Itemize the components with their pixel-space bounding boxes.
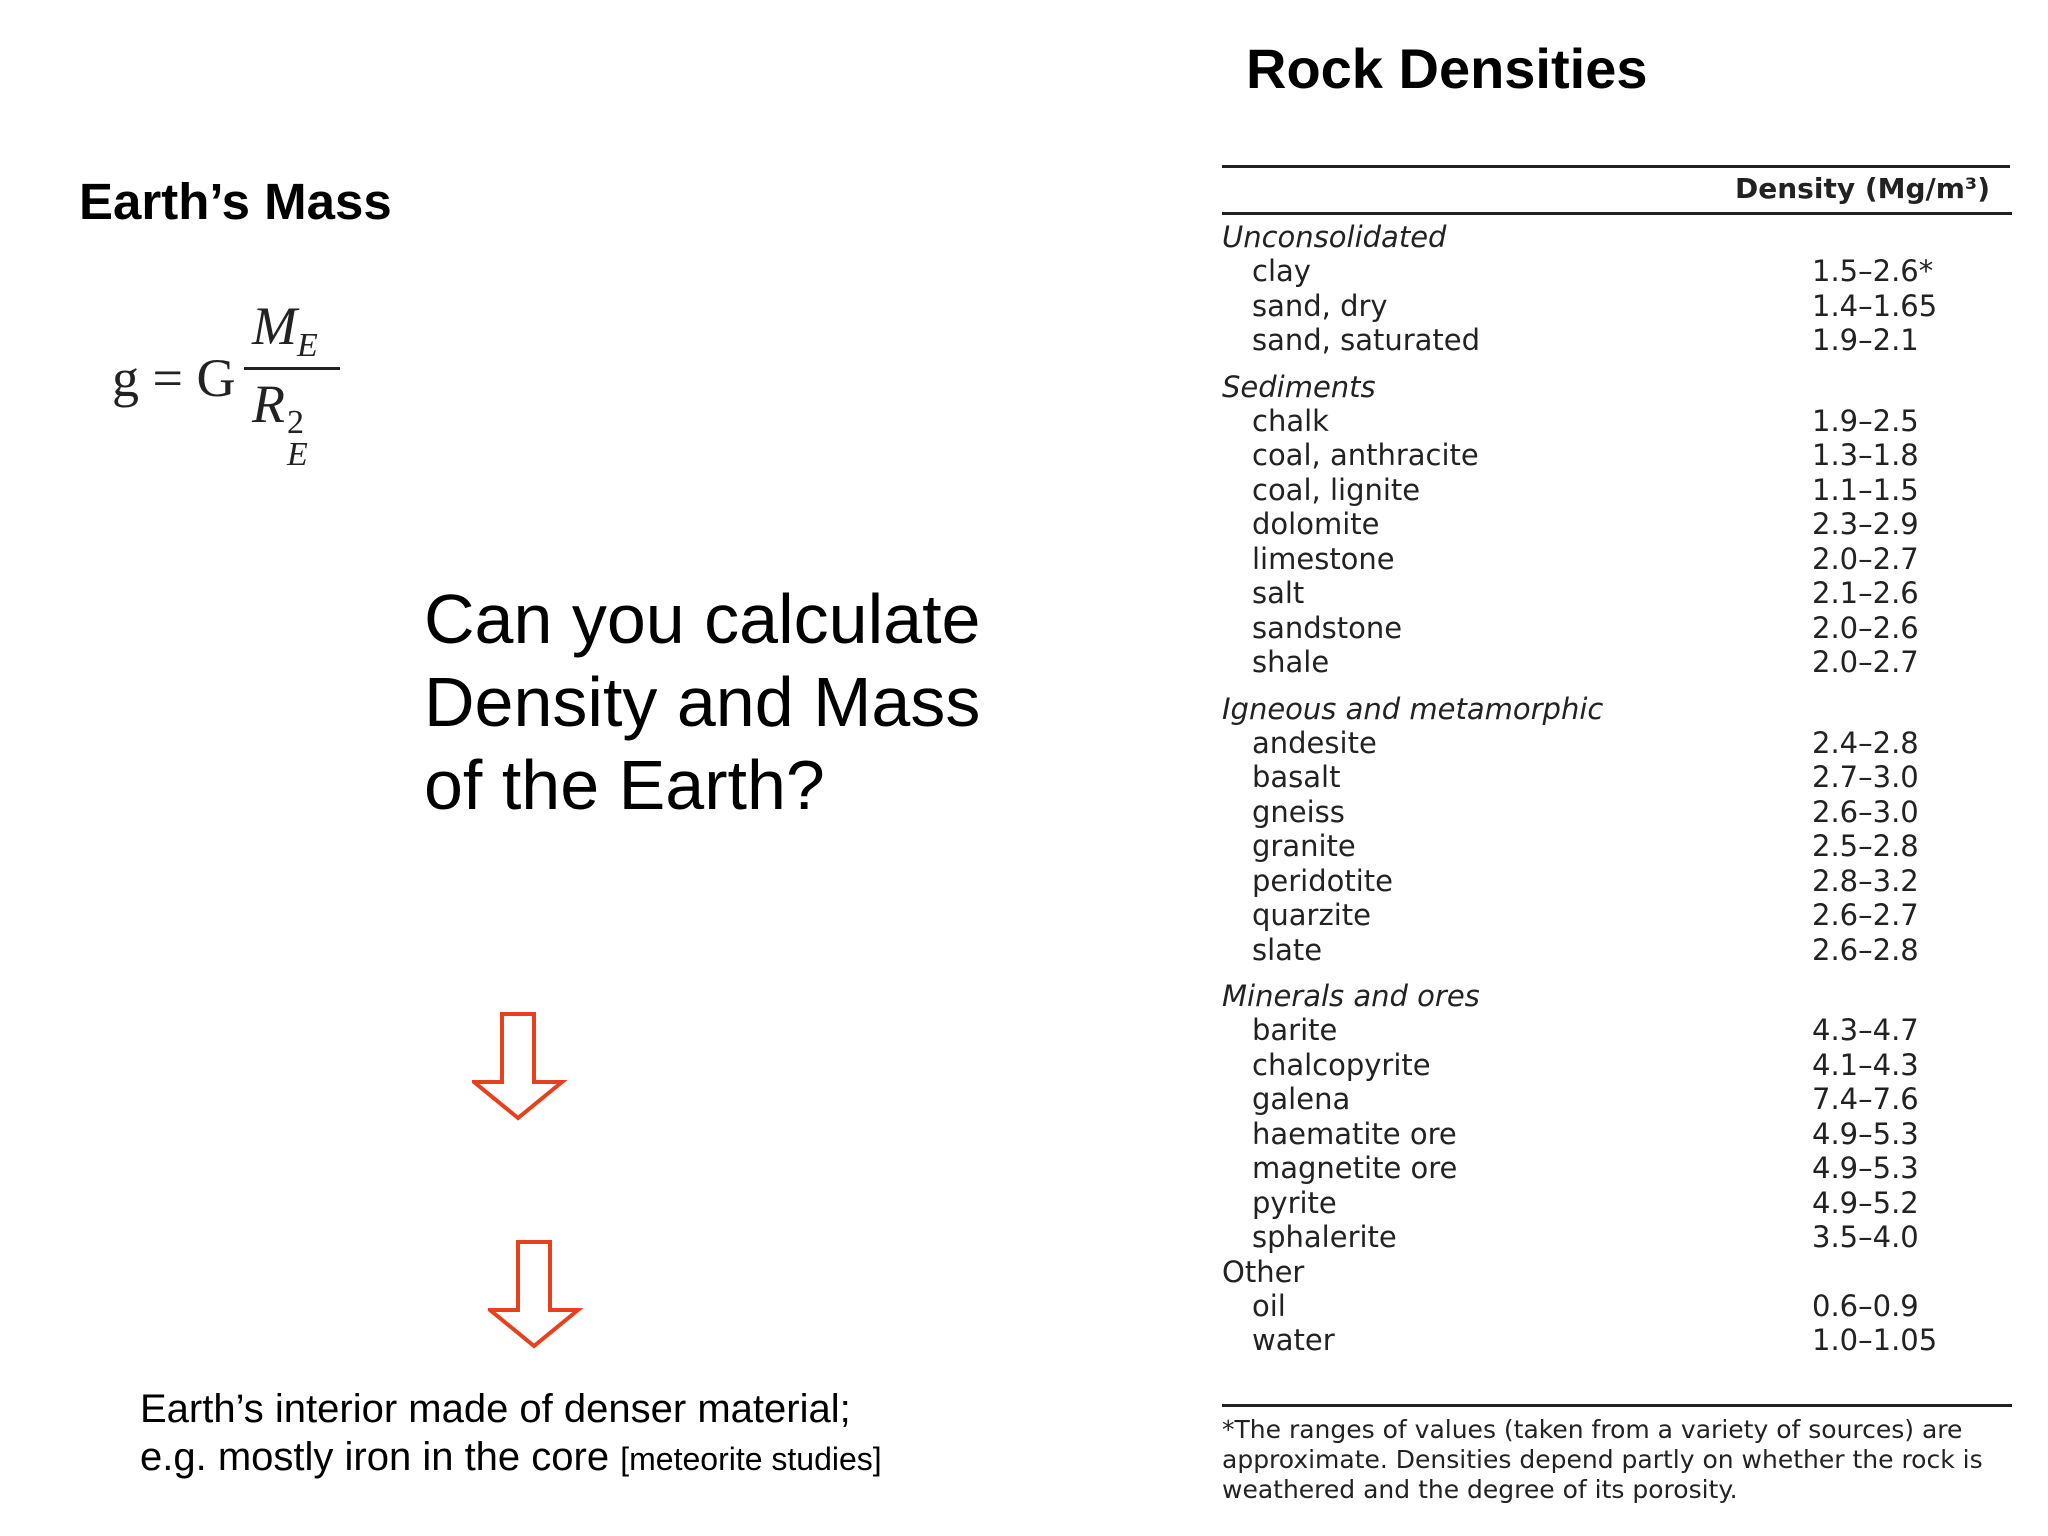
density-value: 2.3–2.9	[1812, 507, 1919, 541]
rock-name: basalt	[1252, 760, 1341, 794]
table-header-rule	[1222, 212, 2012, 215]
table-row	[1222, 829, 2012, 864]
table-row	[1222, 254, 2012, 289]
table-row	[1222, 1323, 2012, 1358]
table-row	[1222, 473, 2012, 508]
table-row	[1222, 898, 2012, 933]
table-group	[1222, 370, 2012, 680]
earths-mass-title: Earth’s Mass	[79, 173, 392, 230]
density-value: 1.9–2.1	[1812, 323, 1919, 357]
table-row	[1222, 795, 2012, 830]
rock-name: sandstone	[1252, 610, 1403, 645]
table-group	[1222, 979, 2012, 1255]
table-row	[1222, 726, 2012, 761]
group-title: Unconsolidated	[1222, 220, 1447, 254]
table-group	[1222, 1255, 2012, 1358]
density-value: 2.0–2.7	[1812, 645, 1919, 679]
rock-name: gneiss	[1252, 794, 1345, 829]
table-row	[1222, 1289, 2012, 1324]
density-value: 3.5–4.0	[1812, 1220, 1919, 1254]
table-row	[1222, 611, 2012, 646]
rock-name: limestone	[1252, 541, 1395, 576]
table-bottom-rule	[1222, 1404, 2012, 1407]
density-value: 2.8–3.2	[1812, 863, 1919, 898]
formula-denominator: R 2 E	[252, 374, 308, 473]
rock-name: pyrite	[1252, 1185, 1337, 1220]
table-row	[1222, 1013, 2012, 1048]
table-row	[1222, 438, 2012, 473]
rock-name: salt	[1252, 576, 1305, 610]
density-value: 1.1–1.5	[1812, 472, 1919, 507]
rock-name: barite	[1252, 1013, 1338, 1047]
table-body	[1222, 220, 2012, 1358]
density-value: 2.1–2.6	[1812, 576, 1919, 610]
table-row	[1222, 404, 2012, 439]
density-value: 2.6–3.0	[1812, 794, 1919, 829]
table-row	[1222, 507, 2012, 542]
rock-name: coal, lignite	[1252, 472, 1421, 507]
table-row	[1222, 760, 2012, 795]
rock-name: magnetite ore	[1252, 1151, 1458, 1185]
interior-note	[140, 1385, 882, 1483]
fraction-bar	[244, 367, 340, 370]
rock-name: oil	[1252, 1288, 1286, 1323]
rock-densities-title: Rock Densities	[1246, 37, 1648, 100]
rock-name: andesite	[1252, 725, 1377, 760]
rock-name: sand, dry	[1252, 288, 1388, 323]
density-column-header: Density (Mg/m³)	[1735, 172, 1990, 205]
density-value: 4.9–5.2	[1812, 1185, 1919, 1220]
density-value: 4.9–5.3	[1812, 1116, 1919, 1151]
table-row	[1222, 576, 2012, 611]
rock-name: shale	[1252, 645, 1330, 679]
down-arrow-icon	[472, 1012, 572, 1122]
rock-name: quarzite	[1252, 898, 1371, 932]
table-footnote: *The ranges of values (taken from a variety of sources) are approximate. Densities depend partly on whether the rock is weathered and the degree of its porosity.	[1222, 1415, 1983, 1504]
density-value: 1.0–1.05	[1812, 1323, 1938, 1357]
group-title: Minerals and ores	[1222, 979, 1480, 1013]
rock-name: chalk	[1252, 403, 1329, 438]
group-title: Sediments	[1222, 369, 1376, 404]
density-value: 2.6–2.8	[1812, 932, 1919, 967]
group-title: Igneous and metamorphic	[1222, 691, 1604, 726]
density-value: 1.4–1.65	[1812, 288, 1938, 323]
table-row	[1222, 645, 2012, 680]
note-line-2: e.g. mostly iron in the core [meteorite studies]	[140, 1435, 882, 1479]
density-value: 2.5–2.8	[1812, 829, 1919, 863]
formula-lhs: g = G	[112, 348, 236, 408]
density-value: 1.9–2.5	[1812, 403, 1919, 438]
table-row	[1222, 1082, 2012, 1117]
rock-name: water	[1252, 1323, 1335, 1357]
rock-name: dolomite	[1252, 507, 1380, 541]
density-value: 7.4–7.6	[1812, 1082, 1919, 1116]
rock-name: chalcopyrite	[1252, 1047, 1431, 1082]
table-row	[1222, 1048, 2012, 1083]
rock-name: haematite ore	[1252, 1116, 1457, 1151]
question-text: Can you calculate Density and Mass of the Earth?	[424, 580, 981, 824]
rock-name: peridotite	[1252, 863, 1394, 898]
density-value: 1.3–1.8	[1812, 438, 1919, 472]
rock-name: coal, anthracite	[1252, 438, 1479, 472]
rock-name: galena	[1252, 1082, 1351, 1116]
table-row	[1222, 1220, 2012, 1255]
table-row	[1222, 1151, 2012, 1186]
density-value: 2.4–2.8	[1812, 725, 1919, 760]
table-row	[1222, 323, 2012, 358]
density-value: 2.7–3.0	[1812, 760, 1919, 794]
density-value: 2.6–2.7	[1812, 898, 1919, 932]
table-row	[1222, 933, 2012, 968]
density-value: 4.9–5.3	[1812, 1151, 1919, 1185]
down-arrow-icon	[488, 1240, 588, 1350]
density-value: 4.3–4.7	[1812, 1013, 1919, 1047]
table-row	[1222, 289, 2012, 324]
density-value: 2.0–2.7	[1812, 541, 1919, 576]
rock-name: sand, saturated	[1252, 323, 1481, 357]
group-title: Other	[1222, 1254, 1305, 1289]
table-row	[1222, 542, 2012, 577]
table-row	[1222, 864, 2012, 899]
rock-name: clay	[1252, 254, 1311, 288]
table-row	[1222, 1186, 2012, 1221]
rock-name: slate	[1252, 932, 1323, 967]
table-row	[1222, 1117, 2012, 1152]
rock-name: granite	[1252, 829, 1356, 863]
table-group	[1222, 220, 2012, 358]
note-line-1: Earth’s interior made of denser material;	[140, 1387, 851, 1431]
density-value: 2.0–2.6	[1812, 610, 1919, 645]
rock-name: sphalerite	[1252, 1220, 1397, 1254]
table-group	[1222, 692, 2012, 968]
density-value: 0.6–0.9	[1812, 1288, 1919, 1323]
gravity-formula	[112, 295, 352, 473]
density-value: 1.5–2.6*	[1812, 254, 1934, 288]
table-top-rule	[1222, 165, 2010, 168]
density-value: 4.1–4.3	[1812, 1047, 1919, 1082]
formula-numerator: $M_E$	[252, 296, 318, 364]
